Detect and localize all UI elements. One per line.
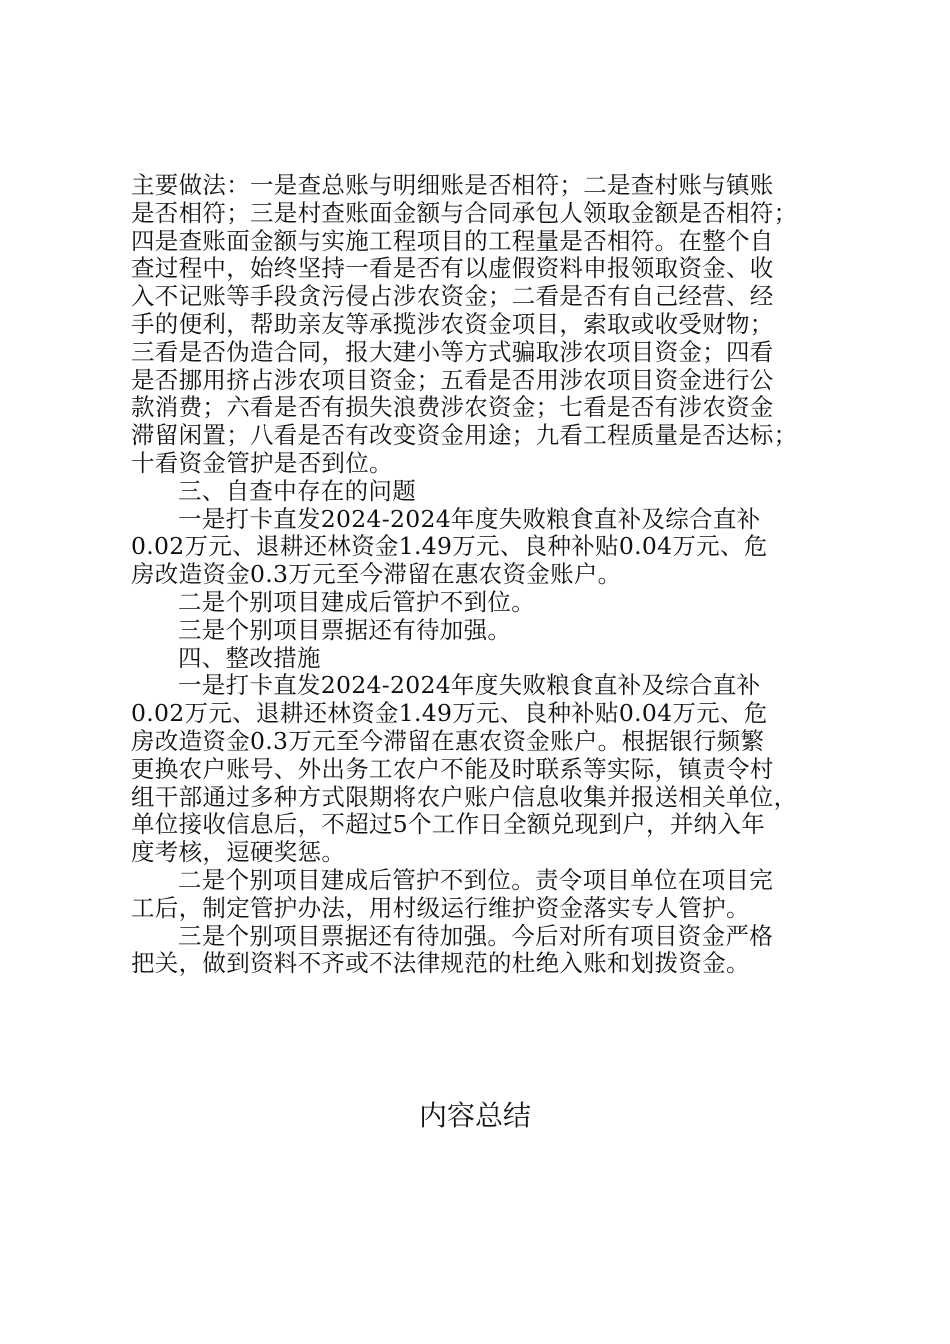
document-body	[131, 172, 831, 978]
text-line: 手的便利，帮助亲友等承揽涉农资金项目，索取或收受财物；	[131, 309, 774, 338]
text-line: 二是个别项目建成后管护不到位。	[178, 587, 535, 616]
text-line: 一是打卡直发2024-2024年度失败粮食直补及综合直补	[178, 504, 761, 533]
text-line: 0.02万元、退耕还林资金1.49万元、良种补贴0.04万元、危	[131, 532, 768, 561]
text-line: 款消费；六看是否有损失浪费涉农资金；七看是否有涉农资金	[131, 393, 774, 422]
text-line: 是否挪用挤占涉农项目资金；五看是否用涉农项目资金进行公	[131, 365, 774, 394]
text-line: 入不记账等手段贪污侵占涉农资金；二看是否有自己经营、经	[131, 282, 774, 311]
text-line: 房改造资金0.3万元至今滞留在惠农资金账户。	[131, 560, 622, 589]
text-line: 四是查账面金额与实施工程项目的工程量是否相符。在整个自	[131, 226, 774, 255]
text-line: 十看资金管护是否到位。	[131, 448, 393, 477]
summary-heading: 内容总结	[418, 1099, 531, 1132]
text-line: 一是打卡直发2024-2024年度失败粮食直补及综合直补	[178, 671, 761, 700]
text-line: 度考核，逗硬奖惩。	[131, 838, 346, 867]
text-line: 三是个别项目票据还有待加强。	[178, 615, 512, 644]
text-line: 0.02万元、退耕还林资金1.49万元、良种补贴0.04万元、危	[131, 699, 768, 728]
text-line: 三看是否伪造合同，报大建小等方式骗取涉农项目资金；四看	[131, 337, 774, 366]
text-line: 滞留闲置；八看是否有改变资金用途；九看工程质量是否达标；	[131, 421, 798, 450]
text-line: 组干部通过多种方式限期将农户账户信息收集并报送相关单位，	[131, 782, 798, 811]
text-line: 房改造资金0.3万元至今滞留在惠农资金账户。根据银行频繁	[131, 726, 765, 755]
text-line: 工后，制定管护办法，用村级运行维护资金落实专人管护。	[131, 893, 750, 922]
text-line: 是否相符；三是村查账面金额与合同承包人领取金额是否相符；	[131, 198, 798, 227]
section-heading-measures: 四、整改措施	[178, 643, 321, 672]
text-line: 二是个别项目建成后管护不到位。责令项目单位在项目完	[178, 865, 773, 894]
text-line: 三是个别项目票据还有待加强。今后对所有项目资金严格	[178, 921, 773, 950]
text-line: 主要做法：一是查总账与明细账是否相符；二是查村账与镇账	[131, 171, 774, 199]
section-heading-problems: 三、自查中存在的问题	[178, 476, 416, 505]
text-line: 查过程中，始终坚持一看是否有以虚假资料申报领取资金、收	[131, 254, 774, 283]
text-line: 更换农户账号、外出务工农户不能及时联系等实际，镇责令村	[131, 754, 774, 783]
text-line: 单位接收信息后，不超过5个工作日全额兑现到户，并纳入年	[131, 810, 766, 839]
text-line: 把关，做到资料不齐或不法律规范的杜绝入账和划拨资金。	[131, 949, 750, 978]
